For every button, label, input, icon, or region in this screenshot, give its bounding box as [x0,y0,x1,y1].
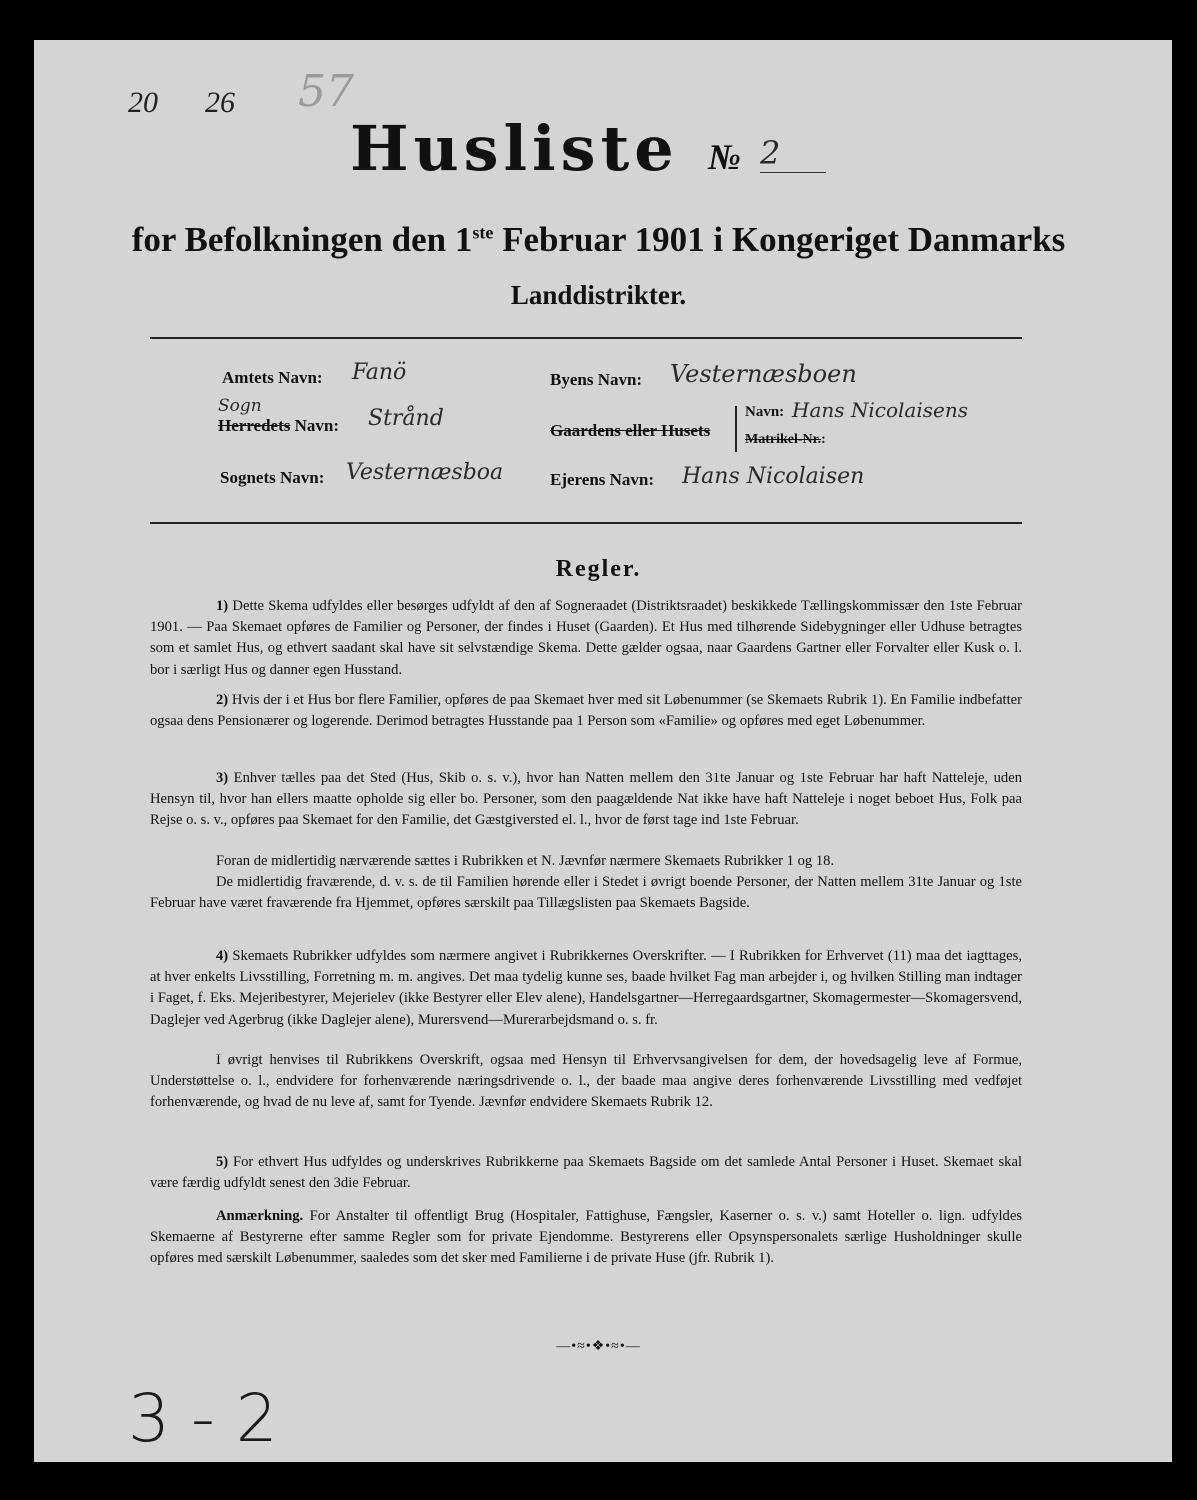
house-number-value: 2 [760,134,781,172]
matrikel-label: Matrikel-Nr.: [745,432,826,447]
herred-overwrite: Sogn [218,396,262,416]
stamp-number-b: 26 [205,86,235,119]
top-divider [150,337,1022,339]
herred-label: Herredets Navn: [218,416,340,435]
footer-ornament: —•≈•❖•≈•— [556,1339,641,1354]
rule-5: 5) For ethvert Hus udfyldes og underskrives Rubrikkerne paa Skemaets Bagside om det samlede Antal Personer i Huset. Skemaet skal være færdig udfyldt senest den 3die Februar. [150,1154,1022,1192]
gaard-navn-label: Navn: [745,404,785,420]
remark: Anmærkning. For Anstalter til offentligt Brug (Hospitaler, Fattighuse, Fængsler, Kaserner o. s. v.) samt Hoteller o. lign. udfyldes Skemaerne af Bestyrerne efter samme Regler som for private Ejendomme. Bestyrerens eller Opsynspersonalets særlige Husholdninger skulle opføres med særskilt Løbenummer, saaledes som det sker med Familierne i de private Huse (jfr. Rubrik 1). [150,1208,1022,1267]
sogn-value: Vesternæsboa [346,460,504,485]
amt-value: Fanö [352,360,407,385]
handwritten-page-number: 3 - 2 [128,1380,278,1457]
sogn-label: Sognets Navn: [220,468,325,487]
form-subtitle: for Befolkningen den 1ste Februar 1901 i Kongeriget Danmarks [131,220,1066,259]
gaard-navn-value: Hans Nicolaisens [792,398,968,422]
rule-3: 3) Enhver tælles paa det Sted (Hus, Skib o. s. v.), hvor han Natten mellem den 31te Januar og 1ste Februar har haft Natteleje, uden Hensyn til, hvor han ellers maatte opholde sig eller bo. Personer, som den paagældende Nat ikke have haft Natteleje i noget beboet Hus, Folk paa Rejse o. s. v., opføres paa Skemaet for den Familie, det Gæstgiversted el. l., hvor de først tage ind 1ste Februar. [150,770,1022,829]
ejer-value: Hans Nicolaisen [682,464,865,489]
rule-3-note-present: Foran de midlertidig nærværende sættes i Rubrikken et N. Jævnfør nærmere Skemaets Rubrikker 1 og 18. [216,853,835,869]
by-label: Byens Navn: [550,370,643,389]
ejer-label: Ejerens Navn: [550,470,655,489]
rule-4: 4) Skemaets Rubrikker udfyldes som nærmere angivet i Rubrikkernes Overskrifter. — I Rubrikken for Erhvervet (11) maa det iagttages, at hver enkelts Livsstilling, Forretning m. m. angives. Det maa tydelig kunne ses, baade hvilket Fag man arbejder i, og hvilken Stilling man indtager i Faget, f. Eks. Mejeribestyrer, Mejerielev (ikke Bestyrer eller Elev alene), Handelsgartner—Herregaardsgartner, Skomagermester—Skomagersvend, Daglejer ved Agerbrug (ikke Daglejer alene), Murersvend—Murerarbejdsmand o. s. fr. [150,948,1022,1028]
amt-label: Amtets Navn: [222,368,323,387]
gaard-label: Gaardens eller Husets [550,421,711,440]
faint-handwritten-number: 57 [298,66,354,117]
rule-3-note-absent: De midlertidig fraværende, d. v. s. de til Familien hørende eller i Stedet i øvrigt boende Personer, der Natten mellem 31te Januar og 1ste Februar have været fraværende fra Hjemmet, opføres særskilt paa Tillægslisten paa Skemaets Bagside. [150,874,1022,912]
herred-value: Strånd [368,406,444,431]
field-brace [735,406,737,452]
stamp-number-a: 20 [128,86,158,119]
rule-2: 2) Hvis der i et Hus bor flere Familier, opføres de paa Skemaet hver med sit Løbenummer (se Skemaets Rubrik 1). En Familie indbefatter ogsaa dens Pensionærer og logerende. Derimod betragtes Husstande paa 1 Person som «Familie» og opføres med eget Løbenummer. [150,692,1022,730]
bottom-divider [150,522,1022,524]
form-title: Husliste [350,112,679,185]
district-heading: Landdistrikter. [510,280,687,310]
rule-4-note: I øvrigt henvises til Rubrikkens Overskrift, ogsaa med Hensyn til Erhvervsangivelsen for dem, der hovedsagelig leve af Formue, Understøttelse o. l., endvidere for forhenværende næringsdrivende o. l., der baade maa angive deres forhenværende Livsstilling med vedføjet forhenværende, og hvad de nu leve af, samt for Tyende. Jævnfør endvidere Skemaets Rubrik 12. [150,1052,1022,1111]
number-underline [760,172,826,173]
number-label: № [708,137,741,177]
rule-1: 1) Dette Skema udfyldes eller besørges udfyldt af den af Sogneraadet (Distriktsraadet) beskikkede Tællingskommissær den 1ste Februar 1901. — Paa Skemaet opføres de Familier og Personer, der findes i Huset (Gaarden). Et Hus med tilhørende Sidebygninger eller Udhuse betragtes som et samlet Hus, og ethvert saadant skal have sit selvstændige Skema. Dette gælder ogsaa, naar Gaardens Gartner eller Forvalter eller Kusk o. l. bor i særligt Hus og danner egen Husstand. [150,598,1022,678]
rules-heading: Regler. [555,556,642,582]
by-value: Vesternæsboen [670,360,857,388]
